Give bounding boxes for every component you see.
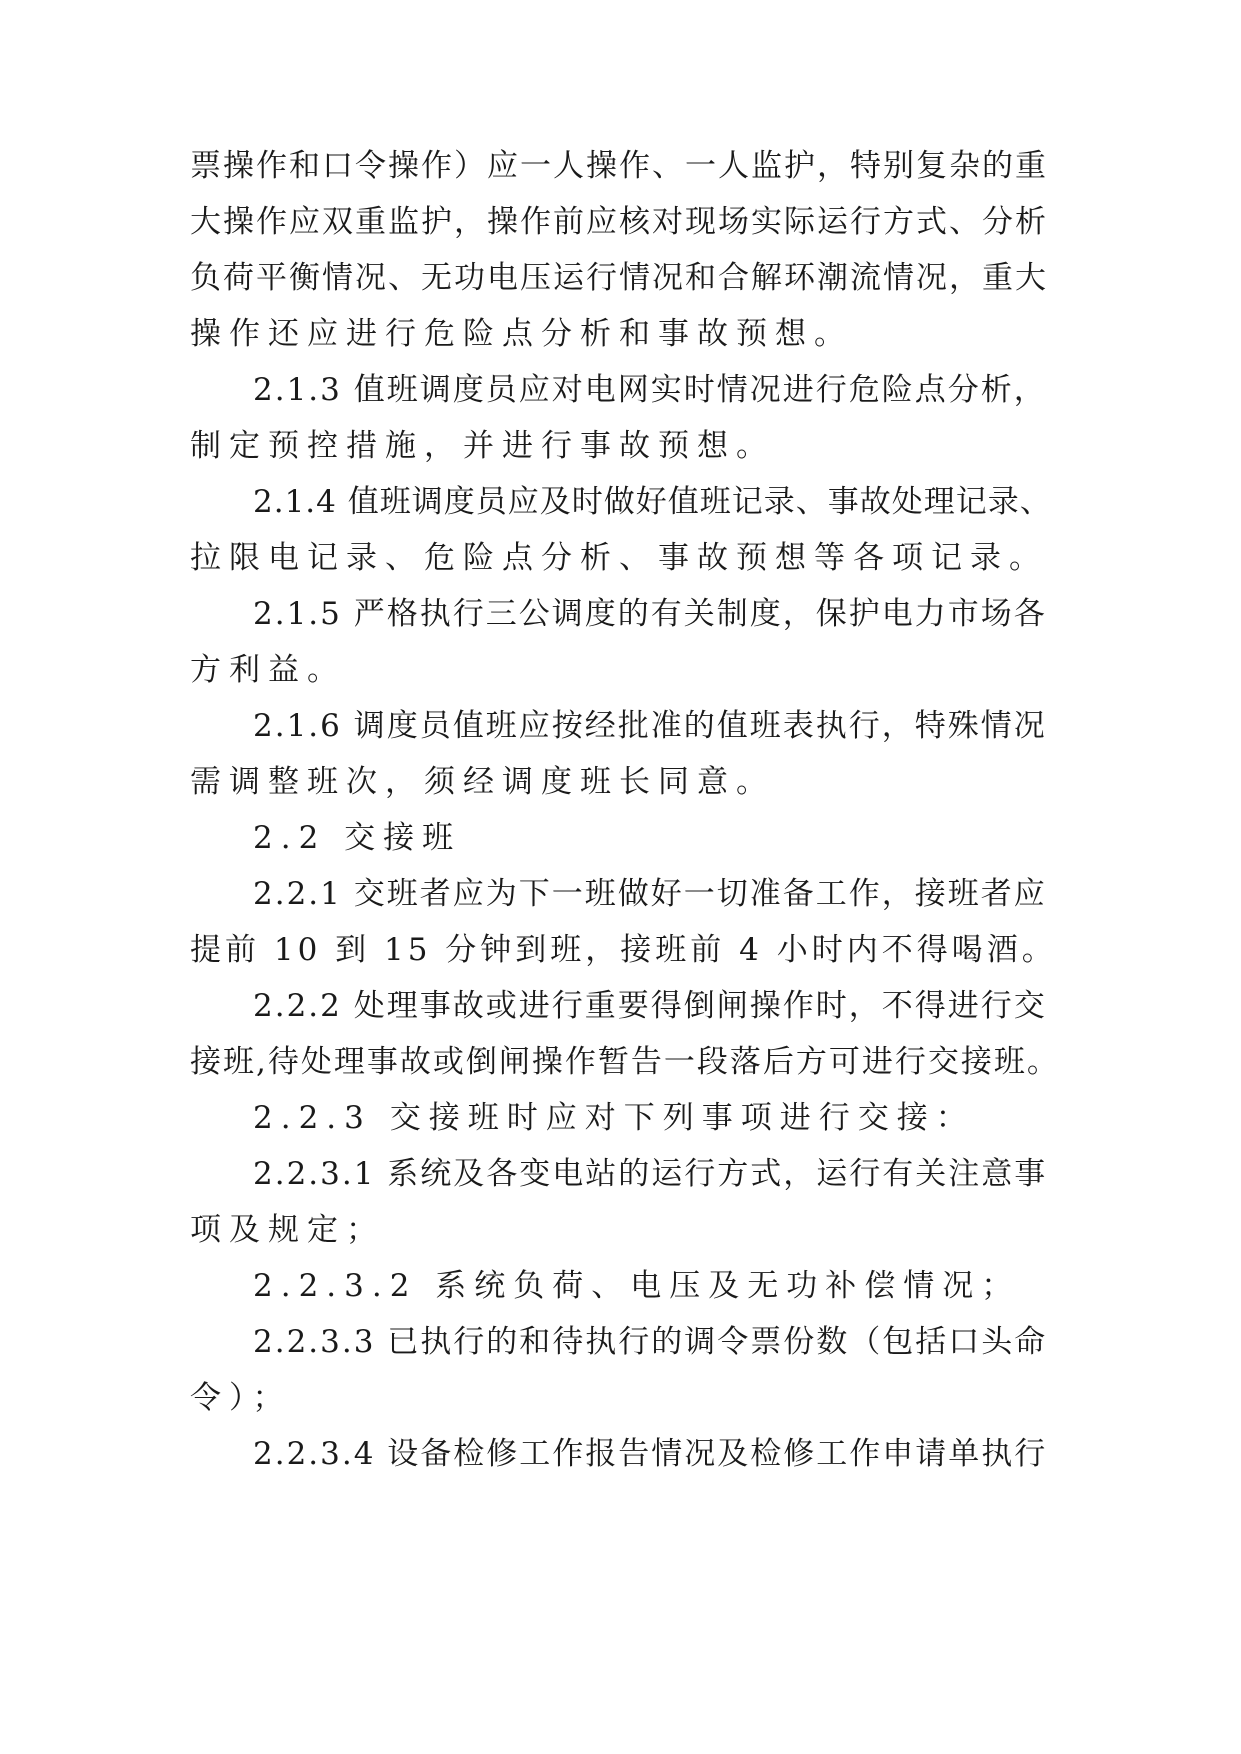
text-line: 方利益。	[190, 652, 346, 688]
text-line: 2.2.3 交接班时应对下列事项进行交接：	[253, 1100, 975, 1136]
text-line: 2.1.5 严格执行三公调度的有关制度，保护电力市场各	[253, 596, 1047, 632]
text-line: 2.1.4 值班调度员应及时做好值班记录、事故处理记录、	[253, 484, 1052, 520]
text-line: 2.1.3 值班调度员应对电网实时情况进行危险点分析，	[253, 372, 1047, 408]
text-line: 制定预控措施，并进行事故预想。	[190, 428, 775, 464]
text-line: 大操作应双重监护，操作前应核对现场实际运行方式、分析	[190, 204, 1048, 240]
text-line: 票操作和口令操作）应一人操作、一人监护，特别复杂的重	[190, 148, 1048, 184]
section-heading: 2.2 交接班	[253, 820, 462, 856]
text-line: 令）；	[190, 1380, 292, 1416]
text-line: 需调整班次，须经调度班长同意。	[190, 764, 775, 800]
text-line: 2.2.3.4 设备检修工作报告情况及检修工作申请单执行	[253, 1436, 1048, 1472]
text-line: 项及规定；	[190, 1212, 385, 1248]
text-line: 操作还应进行危险点分析和事故预想。	[190, 316, 853, 352]
text-line: 2.2.1 交班者应为下一班做好一切准备工作，接班者应	[253, 876, 1047, 912]
text-line: 2.1.6 调度员值班应按经批准的值班表执行，特殊情况	[253, 708, 1047, 744]
text-line: 拉限电记录、危险点分析、事故预想等各项记录。	[190, 540, 1048, 576]
text-line: 2.2.3.3 已执行的和待执行的调令票份数（包括口头命	[253, 1324, 1048, 1360]
text-line: 接班,待处理事故或倒闸操作暂告一段落后方可进行交接班。	[190, 1044, 1060, 1080]
text-line: 提前 10 到 15 分钟到班，接班前 4 小时内不得喝酒。	[190, 932, 1057, 968]
text-line: 2.2.2 处理事故或进行重要得倒闸操作时，不得进行交	[253, 988, 1047, 1024]
text-line: 2.2.3.1 系统及各变电站的运行方式，运行有关注意事	[253, 1156, 1048, 1192]
text-line: 2.2.3.2 系统负荷、电压及无功补偿情况；	[253, 1268, 1021, 1304]
text-line: 负荷平衡情况、无功电压运行情况和合解环潮流情况，重大	[190, 260, 1048, 296]
